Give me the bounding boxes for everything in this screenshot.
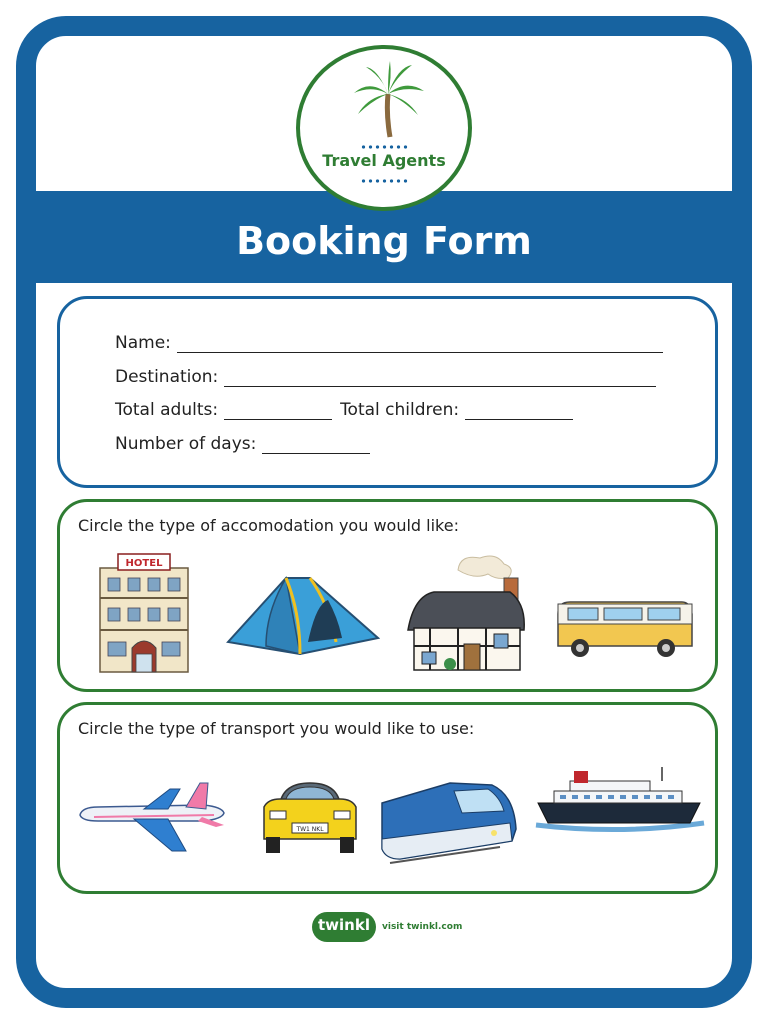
transport-panel bbox=[57, 702, 718, 894]
days-label: Number of days: bbox=[115, 434, 257, 454]
adults-label: Total adults: bbox=[115, 400, 219, 420]
car-icon[interactable] bbox=[258, 777, 362, 857]
name-field[interactable] bbox=[177, 334, 663, 353]
days-field[interactable] bbox=[262, 435, 370, 454]
cottage-icon[interactable] bbox=[400, 550, 528, 676]
palm-tree-icon bbox=[348, 59, 428, 139]
logo-text: Travel Agents bbox=[322, 151, 446, 170]
visit-link[interactable]: visit twinkl.com bbox=[382, 922, 463, 932]
tent-icon[interactable] bbox=[226, 572, 380, 658]
page-title: Booking Form bbox=[236, 219, 532, 263]
destination-row bbox=[115, 367, 656, 387]
destination-field[interactable] bbox=[224, 368, 656, 387]
accommodation-heading: Circle the type of accomodation you would like: bbox=[78, 516, 459, 535]
hotel-sign-text: HOTEL bbox=[125, 558, 163, 569]
children-label: Total children: bbox=[340, 400, 460, 420]
totals-row bbox=[115, 400, 573, 420]
twinkl-logo[interactable] bbox=[312, 912, 376, 942]
train-icon[interactable] bbox=[380, 781, 520, 865]
transport-heading: Circle the type of transport you would like to use: bbox=[78, 719, 475, 738]
travel-agents-logo bbox=[296, 45, 472, 211]
airplane-icon[interactable] bbox=[74, 779, 230, 853]
twinkl-logo-text: twinkl bbox=[318, 916, 370, 934]
footer bbox=[312, 912, 462, 942]
adults-field[interactable] bbox=[224, 401, 332, 420]
days-row bbox=[115, 434, 370, 454]
details-panel bbox=[57, 296, 718, 488]
destination-label: Destination: bbox=[115, 367, 219, 387]
children-field[interactable] bbox=[465, 401, 573, 420]
name-label: Name: bbox=[115, 333, 171, 353]
campervan-icon[interactable] bbox=[554, 596, 696, 662]
accommodation-panel bbox=[57, 499, 718, 692]
logo-dots-top bbox=[360, 145, 410, 149]
name-row bbox=[115, 333, 663, 353]
ship-icon[interactable] bbox=[534, 767, 706, 833]
hotel-icon[interactable] bbox=[96, 550, 192, 678]
car-plate-text: TW1 NKL bbox=[296, 826, 324, 833]
logo-dots-bottom bbox=[360, 179, 410, 183]
